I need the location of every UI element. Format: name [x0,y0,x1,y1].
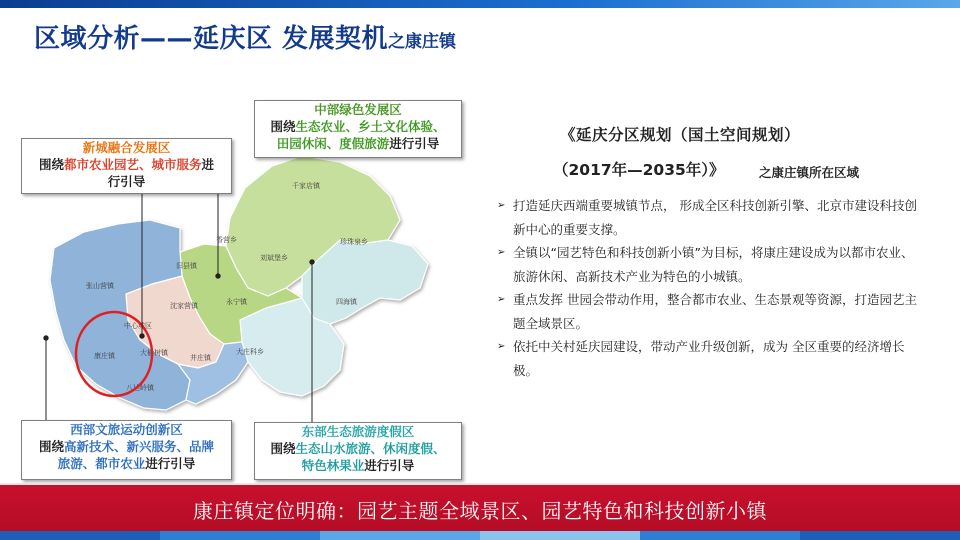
map-label-jiuxian: 旧县镇 [176,262,197,270]
callout-central-green-highlight2: 田园休闲、度假旅游 [276,136,390,151]
map-label-liubinbao: 刘斌堡乡 [260,254,288,262]
positioning-banner [0,483,960,533]
bullet-arrow-icon: ➢ [497,341,506,352]
plan-bullet [495,194,925,241]
callout-central-green-highlight1: 生态农业、乡土文化体验、 [295,119,446,134]
callout-east-eco-suffix: 进行引导 [364,458,415,473]
bullet-arrow-icon: ➢ [497,247,506,258]
callout-central-green-line1 [270,119,445,134]
connector-southeast-dot [310,260,314,264]
plan-bullet-text: 重点发挥 世园会带动作用，整合都市农业、生态景观等资源，打造园艺主题全域景区。 [513,292,917,331]
callout-new-city-suffix: 进 [201,157,215,172]
plan-title-line1: 《延庆分区规划（国土空间规划） [560,126,801,144]
footer-strip-segment [640,531,800,540]
callout-east-eco-highlight1: 生态山水旅游、休闲度假、 [295,441,446,456]
footer-color-strip [0,531,960,540]
map-label-zhenzhuquan: 珍珠泉乡 [340,238,368,246]
callout-new-city-line2: 行引导 [107,174,146,189]
top-accent-bar [0,0,960,8]
callout-west-culture-line2 [58,456,196,471]
plan-bullet-text: 依托中关村延庆园建设，带动产业升级创新，成为 全区重要的经济增长极。 [513,339,905,378]
callout-central-green-prefix: 围绕 [270,119,296,134]
plan-title-line2: （2017年—2035年）》 [553,161,725,179]
page-title [34,18,456,55]
callout-east-eco-zone [254,422,462,480]
plan-bullet-text: 打造延庆西端重要城镇节点， 形成全区科技创新引擎、北京市建设科技创新中心的重要支撑。 [513,198,917,237]
plan-bullet [495,241,925,288]
callout-east-eco-line1 [270,441,445,456]
footer-strip-segment [160,531,320,540]
callout-west-culture-heading: 西部文旅运动创新区 [70,422,183,437]
callout-west-culture-suffix: 进行引导 [145,456,196,471]
page-title-main: 区域分析——延庆区 发展契机 [34,24,389,54]
callout-new-city-prefix: 围绕 [38,157,64,172]
bullet-arrow-icon: ➢ [497,200,506,211]
footer-strip-segment [0,531,160,540]
callout-central-green-zone [254,100,462,158]
connector-north-dot [216,274,220,278]
footer-strip-segment [480,531,640,540]
map-label-xiangying: 香营乡 [216,236,237,244]
map-label-qianjiadian: 千家店镇 [292,182,320,190]
callout-new-city-heading: 新城融合发展区 [82,140,171,155]
footer-strip-segment [800,531,960,540]
map-label-yongning: 永宁镇 [226,298,247,306]
map-label-zhongxincheng: 中心城区 [124,322,152,330]
callout-central-green-heading: 中部绿色发展区 [314,102,402,117]
map-label-kangzhuang: 康庄镇 [94,352,115,360]
callout-west-culture-prefix: 围绕 [38,439,64,454]
callout-west-culture-line1 [39,439,214,454]
callout-central-green-suffix: 进行引导 [389,136,440,151]
callout-new-city-line1 [39,157,214,172]
page-title-sub: 之康庄镇 [388,32,457,52]
map-label-dazhuangke: 大庄科乡 [236,348,264,356]
connector-southwest-dot [44,336,48,340]
callout-west-culture-highlight2: 旅游、都市农业 [57,456,146,471]
plan-bullet [495,288,925,335]
plan-title-suffix: 之康庄镇所在区域 [759,165,860,180]
callout-east-eco-prefix: 围绕 [270,441,296,456]
positioning-banner-text: 康庄镇定位明确：园艺主题全域景区、园艺特色和科技创新小镇 [193,499,767,523]
callout-east-eco-highlight2: 特色林果业 [301,458,365,473]
map-label-dayushu: 大榆树镇 [140,349,168,357]
callout-east-eco-heading: 东部生态旅游度假区 [301,424,415,439]
callout-east-eco-line2 [302,458,415,473]
plan-bullet [495,335,925,382]
callout-new-city-highlight: 都市农业园艺、城市服务 [63,157,202,172]
callout-west-culture-zone [21,420,232,480]
map-label-sihai: 四海镇 [336,298,357,306]
bullet-arrow-icon: ➢ [497,294,506,305]
callout-central-green-line2 [277,136,440,151]
callout-west-culture-highlight1: 高新技术、新兴服务、品牌 [64,439,215,454]
map-label-shenjiaying: 沈家营镇 [170,302,198,310]
map-label-zhangshanying: 张山营镇 [86,282,114,290]
callout-new-city-zone [21,138,232,194]
connector-northwest-dot [140,334,144,338]
plan-bullet-text: 全镇以“园艺特色和科技创新小镇”为目标，将康庄建设成为以都市农业、旅游休闲、高新技术产业为特色的小城镇。 [513,245,914,284]
plan-bullet-list [495,194,925,382]
footer-strip-segment [320,531,480,540]
map-label-jingzhuang: 井庄镇 [190,354,211,362]
map-label-badaling: 八达岭镇 [126,384,154,392]
